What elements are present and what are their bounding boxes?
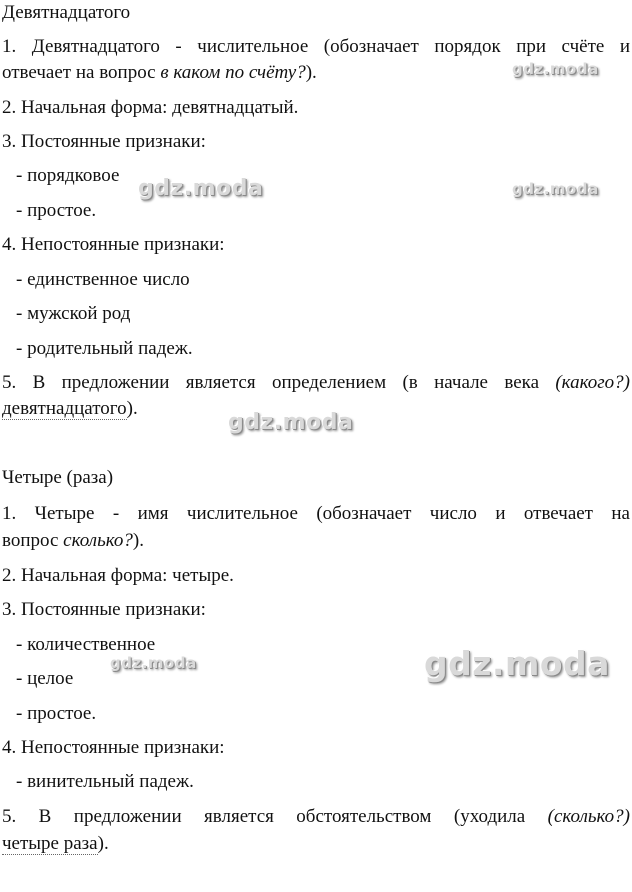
text-span: вопрос xyxy=(2,530,64,551)
section2-title: Четыре (раза) xyxy=(2,467,114,488)
text-span: ). xyxy=(126,398,138,419)
section2-point3-item3: - простое. xyxy=(16,703,97,724)
section2-point3: 3. Постоянные признаки: xyxy=(2,599,206,620)
question-italic: в каком по счёту? xyxy=(160,62,306,83)
underlined-word: девятнадцатого xyxy=(2,398,127,419)
section2-point5-line1 xyxy=(2,806,630,828)
text-span: ). xyxy=(97,833,109,854)
section2-point1-line1: 1. Четыре - имя числительное (обозначает число и отвечает на xyxy=(2,503,630,524)
watermark-logo: gdz.moda xyxy=(110,654,197,672)
section1-point3-item2: - простое. xyxy=(16,200,97,221)
text-span: ). xyxy=(305,62,317,83)
section2-point4: 4. Непостоянные признаки: xyxy=(2,737,225,758)
question-italic: (какого?) xyxy=(555,372,630,393)
watermark-logo: gdz.moda xyxy=(512,180,599,198)
section2-point2: 2. Начальная форма: четыре. xyxy=(2,565,234,586)
watermark-logo: gdz.moda xyxy=(138,176,264,201)
watermark-logo: gdz.moda xyxy=(512,60,599,78)
section1-title: Девятнадцатого xyxy=(2,2,131,23)
section1-point4: 4. Непостоянные признаки: xyxy=(2,234,225,255)
section1-point3-item1: - порядковое xyxy=(16,165,120,186)
section1-point2: 2. Начальная форма: девятнадцатый. xyxy=(2,97,299,118)
section2-point4-item1: - винительный падеж. xyxy=(16,771,194,792)
text-span: отвечает на вопрос xyxy=(2,62,161,83)
question-italic: (сколько?) xyxy=(547,806,630,827)
watermark-logo: gdz.moda xyxy=(228,410,354,435)
section1-point4-item3: - родительный падеж. xyxy=(16,338,193,359)
section1-point3: 3. Постоянные признаки: xyxy=(2,131,206,152)
section2-point3-item2: - целое xyxy=(16,668,74,689)
watermark-logo: gdz.moda xyxy=(424,644,610,683)
section1-point1-line1: 1. Девятнадцатого - числительное (обозначает порядок при счёте и xyxy=(2,36,630,57)
underlined-word: четыре раза xyxy=(2,833,98,854)
section2-point3-item1: - количественное xyxy=(16,634,156,655)
section1-point5-line1 xyxy=(2,372,630,394)
section1-point4-item2: - мужской род xyxy=(16,303,131,324)
text-span: 5. В предложении является определением (в начале века xyxy=(2,372,556,393)
section1-point4-item1: - единственное число xyxy=(16,269,190,290)
section2-point1-line2 xyxy=(2,530,630,552)
section2-point5-line2 xyxy=(2,833,630,855)
text-span: ). xyxy=(132,530,144,551)
text-span: 5. В предложении является обстоятельством (уходила xyxy=(2,806,548,827)
question-italic: сколько? xyxy=(63,530,133,551)
